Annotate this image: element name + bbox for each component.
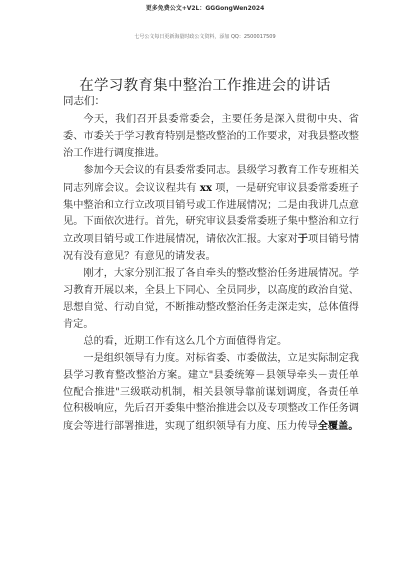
- paragraph-1: 今天，我们召开县委常委会，主要任务是深入贯彻中央、省委、市委关于学习教育特别是整改整治的工作要求，对我县整改整治工作进行调度推进。: [63, 114, 359, 159]
- paragraph-4: 总的看，近期工作有这么几个方面值得肯定。: [83, 335, 288, 347]
- greeting: 同志们：: [63, 95, 105, 107]
- paragraph-2-part-3: 项目销号情况有没有意见？有意见的请发表。: [63, 234, 360, 263]
- paragraph-2: [63, 163, 359, 266]
- document-title: 在学习教育集中整治工作推进会的讲话: [79, 78, 331, 94]
- header-subnote: 七号公文每日更新海量时政公文资料，添加 QQ：2500017509: [134, 34, 276, 40]
- paragraph-3: 刚才，大家分别汇报了各自牵头的整改整治任务进展情况。学习教育开展以来，全县上下同心、全员同步，以高度的政治自觉、思想自觉、行动自觉，不断推动整改整治任务走深走实，总体值得肯定。: [63, 268, 359, 330]
- header-note: 更多免费公文+V2L：GGGongWen2024: [145, 5, 265, 12]
- paragraph-2-bold-char: 于: [297, 233, 308, 246]
- paragraph-5-bold-end: 全覆盖。: [317, 420, 359, 433]
- document-body: [63, 112, 359, 436]
- paragraph-5-text: 一是组织领导有力度。对标省委、市委做法，立足实际制定我县学习教育整改整治方案。建立"县委统筹－县领导牵头－责任单位配合推进"三级联动机制，相关县领导靠前谋划调度，各责任单位积极响应，先后召开委集中整治推进会以及专项整改工作任务调度会等进行部署推进，实现了组织领导有力度、压力传导: [63, 352, 359, 433]
- paragraph-2-part-2: 项，一是研究审议县委常委班子集中整治和立行立改项目销号或工作进展情况；二是由我讲几点意见。下面依次进行。首先，研究审议县委常委班子集中整治和立行立改项目销号或工作进展情况，请依次汇报。大家对: [63, 182, 359, 246]
- paragraph-5: [63, 351, 359, 437]
- paragraph-2-part-1: 参加今天会议的有县委常委同志。县级学习教育工作专班相关同志列席会议。会议议程共有: [63, 164, 359, 194]
- paragraph-2-bold-count: xx: [199, 181, 212, 194]
